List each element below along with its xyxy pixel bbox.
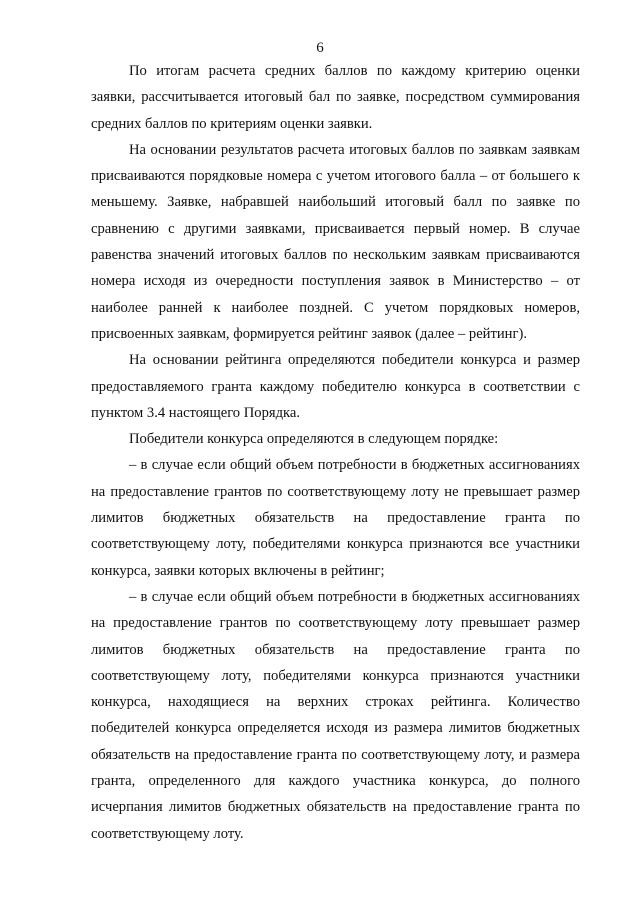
paragraph-winners-grant: На основании рейтинга определяются победители конкурса и размер предоставляемого гранта каждому победителю конкурса в соответствии с пунктом 3.4 настоящего Порядка. bbox=[91, 352, 580, 421]
document-body bbox=[91, 58, 580, 847]
page-number: 6 bbox=[316, 40, 324, 56]
list-item-not-exceeds: – в случае если общий объем потребности в бюджетных ассигнованиях на предоставление грантов по соответствующему лоту не превышает размер лимитов бюджетных обязательств на предоставление гранта по соответствующему лоту, победителями конкурса признаются все участники конкурса, заявки которых включены в рейтинг; bbox=[91, 457, 580, 579]
paragraph-scoring-total: По итогам расчета средних баллов по каждому критерию оценки заявки, рассчитывается итоговый бал по заявке, посредством суммирования средних баллов по критериям оценки заявки. bbox=[91, 63, 580, 132]
list-item-exceeds: – в случае если общий объем потребности в бюджетных ассигнованиях на предоставление грантов по соответствующему лоту превышает размер лимитов бюджетных обязательств на предоставление гранта по соответствующему лоту, победителями конкурса признаются участники конкурса, находящиеся на верхних строках рейтинга. Количество победителей конкурса определяется исходя из размера лимитов бюджетных обязательств на предоставление гранта по соответствующему лоту, и размера гранта, определенного для каждого участника конкурса, до полного исчерпания лимитов бюджетных обязательств на предоставление гранта по соответствующему лоту. bbox=[91, 588, 580, 842]
paragraph-winners-order: Победители конкурса определяются в следующем порядке: bbox=[129, 431, 499, 448]
paragraph-ranking: На основании результатов расчета итоговых баллов по заявкам заявкам присваиваются порядковые номера с учетом итогового балла – от большего к меньшему. Заявке, набравшей наибольший итоговый балл по заявке по сравнению с другими заявками, присваивается первый номер. В случае равенства значений итоговых баллов по нескольким заявкам присваиваются номера исходя из очередности поступления заявок в Министерство – от наиболее ранней к наиболее поздней. С учетом порядковых номеров, присвоенных заявкам, формируется рейтинг заявок (далее – рейтинг). bbox=[91, 141, 580, 342]
